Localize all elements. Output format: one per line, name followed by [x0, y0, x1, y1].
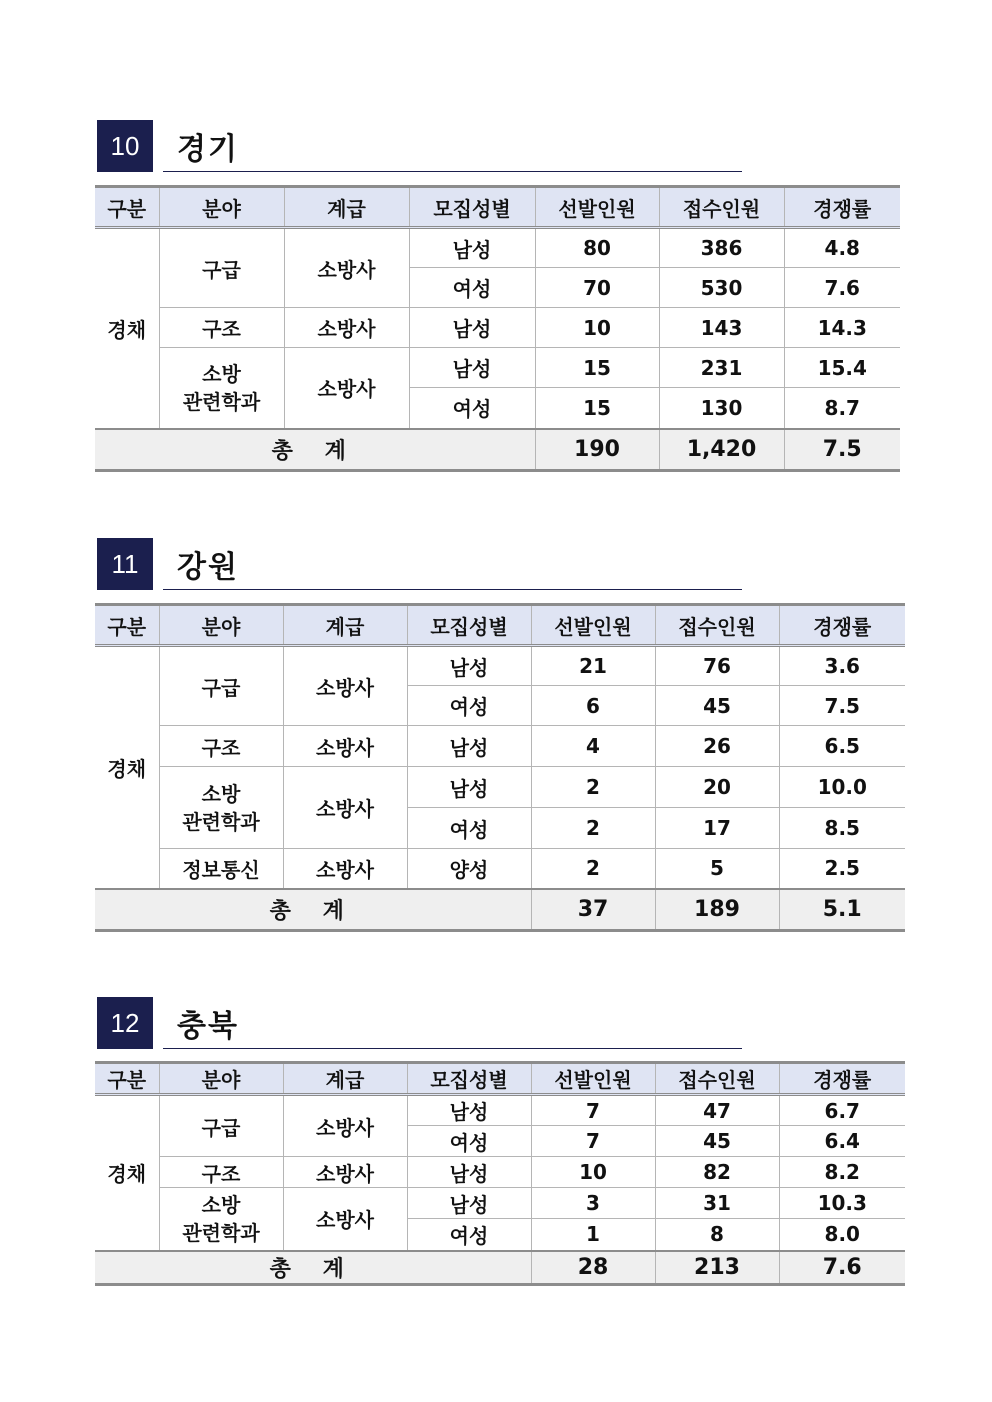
field-cell: 구급 [159, 1095, 283, 1157]
col-header-field: 분야 [159, 605, 283, 646]
col-header-rank: 계급 [283, 605, 407, 646]
col-header-rank: 계급 [284, 187, 409, 228]
field-cell: 소방 관련학과 [159, 767, 283, 849]
col-header-selected: 선발인원 [531, 605, 655, 646]
selected-cell: 21 [531, 646, 655, 686]
gender-cell: 양성 [407, 849, 531, 889]
gender-cell: 여성 [407, 808, 531, 849]
rank-cell: 소방사 [283, 767, 407, 849]
section-heading [97, 997, 742, 1049]
gender-cell: 남성 [407, 726, 531, 767]
category-cell: 경채 [95, 228, 159, 429]
ratio-cell: 6.5 [779, 726, 905, 767]
selected-cell: 2 [531, 849, 655, 889]
total-label: 총 계 [95, 1251, 531, 1285]
selected-cell: 15 [535, 348, 659, 388]
section-title: 충북 [177, 1009, 239, 1044]
ratio-cell: 15.4 [784, 348, 900, 388]
category-cell: 경채 [95, 1095, 159, 1251]
gender-cell: 여성 [409, 388, 535, 429]
table-row [95, 726, 905, 767]
gender-cell: 남성 [407, 1095, 531, 1126]
ratio-cell: 3.6 [779, 646, 905, 686]
selected-cell: 80 [535, 228, 659, 268]
selected-cell: 7 [531, 1126, 655, 1157]
applied-cell: 76 [655, 646, 779, 686]
gender-cell: 여성 [407, 1219, 531, 1251]
applied-cell: 530 [659, 268, 784, 308]
col-header-field: 분야 [159, 1063, 283, 1095]
applied-cell: 45 [655, 1126, 779, 1157]
table-row [95, 348, 900, 388]
gender-cell: 여성 [407, 686, 531, 726]
total-row [95, 429, 900, 471]
col-header-selected: 선발인원 [531, 1063, 655, 1095]
ratio-cell: 8.7 [784, 388, 900, 429]
field-cell: 소방 관련학과 [159, 348, 284, 429]
field-cell: 구조 [159, 1157, 283, 1188]
applied-cell: 45 [655, 686, 779, 726]
applied-cell: 82 [655, 1157, 779, 1188]
field-cell: 구급 [159, 646, 283, 726]
col-header-category: 구분 [95, 605, 159, 646]
col-header-gender: 모집성별 [409, 187, 535, 228]
rank-cell: 소방사 [283, 646, 407, 726]
field-cell: 소방 관련학과 [159, 1188, 283, 1251]
selected-cell: 3 [531, 1188, 655, 1219]
total-applied: 189 [655, 889, 779, 931]
col-header-category: 구분 [95, 187, 159, 228]
section-number-badge: 12 [97, 997, 153, 1049]
col-header-gender: 모집성별 [407, 605, 531, 646]
section-number-badge: 10 [97, 120, 153, 172]
total-row [95, 889, 905, 931]
heading-underline [163, 1048, 742, 1049]
ratio-cell: 6.4 [779, 1126, 905, 1157]
total-label: 총 계 [95, 889, 531, 931]
section-title: 강원 [177, 550, 239, 585]
selected-cell: 10 [531, 1157, 655, 1188]
col-header-gender: 모집성별 [407, 1063, 531, 1095]
gender-cell: 남성 [409, 308, 535, 348]
selected-cell: 2 [531, 808, 655, 849]
field-cell: 정보통신 [159, 849, 283, 889]
applied-cell: 386 [659, 228, 784, 268]
total-row [95, 1251, 905, 1285]
applied-cell: 143 [659, 308, 784, 348]
table-row [95, 646, 905, 686]
applied-cell: 5 [655, 849, 779, 889]
col-header-ratio: 경쟁률 [784, 187, 900, 228]
rank-cell: 소방사 [283, 1188, 407, 1251]
selected-cell: 15 [535, 388, 659, 429]
recruitment-table [95, 1061, 905, 1286]
ratio-cell: 14.3 [784, 308, 900, 348]
total-ratio: 7.5 [784, 429, 900, 471]
gender-cell: 남성 [407, 1188, 531, 1219]
ratio-cell: 10.0 [779, 767, 905, 808]
field-cell: 구조 [159, 726, 283, 767]
table-row [95, 1095, 905, 1126]
section-heading [97, 120, 742, 172]
selected-cell: 6 [531, 686, 655, 726]
ratio-cell: 8.0 [779, 1219, 905, 1251]
table-row [95, 767, 905, 808]
applied-cell: 31 [655, 1188, 779, 1219]
applied-cell: 231 [659, 348, 784, 388]
gender-cell: 남성 [409, 228, 535, 268]
recruitment-table [95, 185, 900, 472]
section-title: 경기 [177, 132, 239, 167]
gender-cell: 남성 [407, 767, 531, 808]
rank-cell: 소방사 [283, 1157, 407, 1188]
ratio-cell: 8.2 [779, 1157, 905, 1188]
table-row [95, 228, 900, 268]
total-selected: 37 [531, 889, 655, 931]
ratio-cell: 7.5 [779, 686, 905, 726]
total-ratio: 7.6 [779, 1251, 905, 1285]
total-selected: 28 [531, 1251, 655, 1285]
total-label: 총 계 [95, 429, 535, 471]
ratio-cell: 2.5 [779, 849, 905, 889]
applied-cell: 20 [655, 767, 779, 808]
selected-cell: 7 [531, 1095, 655, 1126]
category-cell: 경채 [95, 646, 159, 889]
table-row [95, 1188, 905, 1219]
gender-cell: 여성 [407, 1126, 531, 1157]
ratio-cell: 7.6 [784, 268, 900, 308]
rank-cell: 소방사 [283, 1095, 407, 1157]
selected-cell: 4 [531, 726, 655, 767]
rank-cell: 소방사 [283, 726, 407, 767]
ratio-cell: 6.7 [779, 1095, 905, 1126]
total-applied: 213 [655, 1251, 779, 1285]
col-header-applied: 접수인원 [655, 1063, 779, 1095]
total-selected: 190 [535, 429, 659, 471]
rank-cell: 소방사 [284, 348, 409, 429]
col-header-selected: 선발인원 [535, 187, 659, 228]
rank-cell: 소방사 [283, 849, 407, 889]
applied-cell: 130 [659, 388, 784, 429]
total-ratio: 5.1 [779, 889, 905, 931]
gender-cell: 여성 [409, 268, 535, 308]
gender-cell: 남성 [407, 646, 531, 686]
recruitment-table [95, 603, 905, 932]
col-header-rank: 계급 [283, 1063, 407, 1095]
col-header-ratio: 경쟁률 [779, 1063, 905, 1095]
ratio-cell: 8.5 [779, 808, 905, 849]
section-heading [97, 538, 742, 590]
gender-cell: 남성 [409, 348, 535, 388]
heading-underline [163, 171, 742, 172]
selected-cell: 70 [535, 268, 659, 308]
applied-cell: 26 [655, 726, 779, 767]
total-applied: 1,420 [659, 429, 784, 471]
rank-cell: 소방사 [284, 308, 409, 348]
field-cell: 구조 [159, 308, 284, 348]
table-row [95, 849, 905, 889]
table-row [95, 308, 900, 348]
selected-cell: 10 [535, 308, 659, 348]
rank-cell: 소방사 [284, 228, 409, 308]
heading-underline [163, 589, 742, 590]
applied-cell: 8 [655, 1219, 779, 1251]
gender-cell: 남성 [407, 1157, 531, 1188]
col-header-category: 구분 [95, 1063, 159, 1095]
applied-cell: 47 [655, 1095, 779, 1126]
section-number-badge: 11 [97, 538, 153, 590]
col-header-ratio: 경쟁률 [779, 605, 905, 646]
selected-cell: 1 [531, 1219, 655, 1251]
ratio-cell: 4.8 [784, 228, 900, 268]
field-cell: 구급 [159, 228, 284, 308]
selected-cell: 2 [531, 767, 655, 808]
applied-cell: 17 [655, 808, 779, 849]
ratio-cell: 10.3 [779, 1188, 905, 1219]
col-header-applied: 접수인원 [655, 605, 779, 646]
col-header-field: 분야 [159, 187, 284, 228]
col-header-applied: 접수인원 [659, 187, 784, 228]
table-row [95, 1157, 905, 1188]
